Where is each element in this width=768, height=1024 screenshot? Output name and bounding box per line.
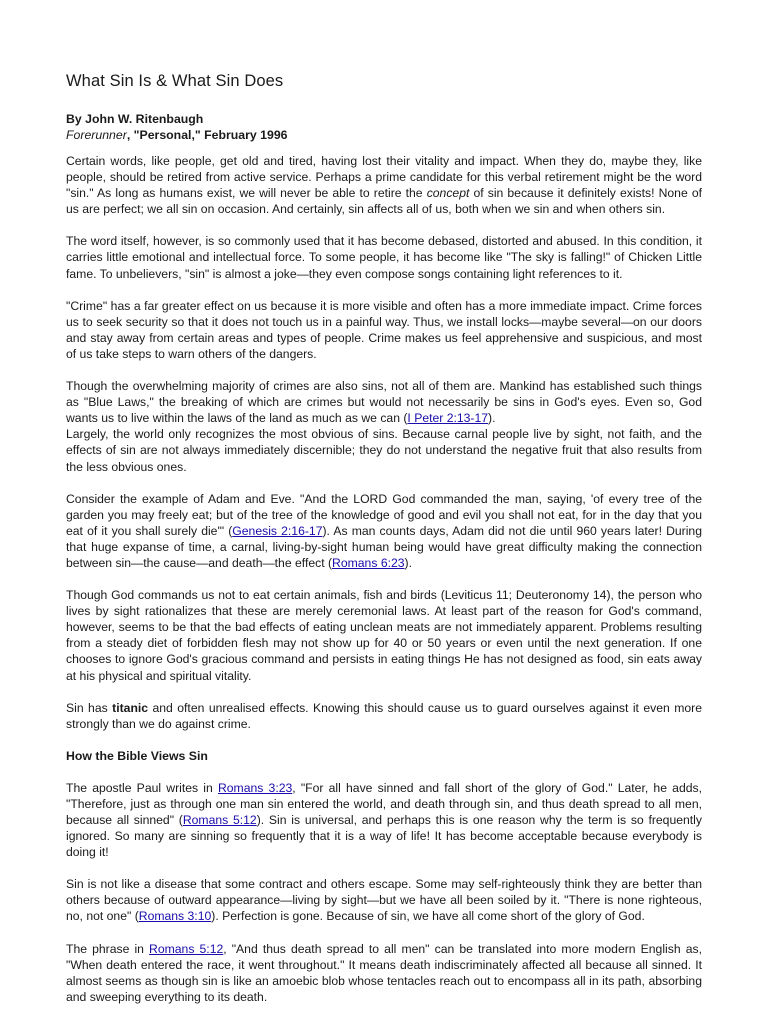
text-run: ). Sin is universal, and perhaps this is one reason why the term is so frequently ignored. So many are sinning so frequently that it is a way of life! It has become acceptable because everybody is doing it! [66,813,702,860]
scripture-link[interactable]: Romans 6:23 [332,555,405,570]
paragraph-7: Though God commands us not to eat certain animals, fish and birds (Leviticus 11; Deuteronomy 14), the person who lives by sight rationalizes that these are merely ceremonial laws. At least part of the reason for God's command, however, seems to be that the bad effects of eating unclean meats are not immediately apparent. Problems resulting from a steady diet of forbidden flesh may not show up for 40 or 50 years or even until the next generation. If one chooses to ignore God's gracious command and persists in eating things He has not designed as food, sin eats away at his physical and spiritual vitality. [66,588,702,683]
text-run: ). Perfection is gone. Because of sin, we have all come short of the glory of God. [211,909,645,924]
paragraph-3: "Crime" has a far greater effect on us because it is more visible and often has a more immediate impact. Crime forces us to seek security so that it does not touch us in a painful way. Thus, we install locks—maybe several—on our doors and stay away from certain areas and types of people. Crime makes us feel apprehensive and suspicious, and most of us take steps to warn others of the dangers. [66,298,702,361]
text-run: , "And thus death spread to all men" can be translated into more modern English as, "When death entered the race, it went throughout." It means death indiscriminately affected all because all sinned. It almost seems as though sin is like an amoebic blob whose tentacles reach out to encompass all in its path, absorbing and sweeping everything to its death. [66,941,702,1004]
scripture-link[interactable]: Romans 5:12 [182,813,257,827]
source-details: , "Personal," February 1996 [126,128,288,142]
paragraph-2: The word itself, however, is so commonly used that it has become debased, distorted and abused. In this condition, it carries little emotional and intellectual force. To some people, it has become like "The sky is falling!" of Chicken Little fame. To unbelievers, "sin" is almost a joke—they even compose songs containing light references to it. [66,234,702,281]
text-run: ). As man counts days, Adam did not die until 960 years later! During that huge expanse of time, a carnal, living-by-sight human being would have great difficulty making the connection between sin—the cause—and death—the effect ( [66,523,702,570]
article-title: What Sin Is & What Sin Does [66,72,284,90]
paragraph-11 [66,941,702,1005]
text-run: Sin is not like a disease that some contract and others escape. Some may self-righteously think they are better than others because of outward appearance—living by sight—but we have all been soiled by it. "There is none righteous, no, not one" ( [66,877,702,924]
paragraph-10 [66,876,702,924]
scripture-link[interactable]: Genesis 2:16-17 [232,523,323,538]
text-run: , "For all have sinned and fall short of the glory of God." Later, he adds, "Therefore, just as through one man sin entered the world, and death through sin, and thus death spread to all men, because all sinned" ( [66,780,702,827]
bold-text: titanic [112,700,149,715]
emphasis-text: concept [426,186,470,201]
paragraph-9 [66,780,702,860]
text-run: Consider the example of Adam and Eve. "And the LORD God commanded the man, saying, 'of every tree of the garden you may freely eat; but of the tree of the knowledge of good and evil you shall not eat, for in the day that you eat of it you shall surely die'" ( [66,491,702,538]
paragraph-8 [66,700,702,732]
scripture-link[interactable]: Romans 5:12 [149,941,224,956]
paragraph-1 [66,153,702,217]
text-run: Certain words, like people, get old and tired, having lost their vitality and impact. When they do, maybe they, like people, should be retired from active service. Perhaps a prime candidate for this verbal retirement might be the word "sin." As long as humans exist, we will never be able to retire the [66,154,702,201]
paragraph-5: Largely, the world only recognizes the most obvious of sins. Because carnal people live by sight, not faith, and the effects of sin are not always immediately discernible; they do not understand the negative fruit that also results from the less obvious ones. [66,427,702,474]
scripture-link[interactable]: Romans 3:23 [217,780,293,795]
text-run: The phrase in [66,941,150,956]
text-run: Sin has [66,700,113,715]
source-line [66,127,702,143]
publication-name: Forerunner [66,128,127,142]
text-run: of sin because it definitely exists! None of us are perfect; we all sin on occasion. And certainly, sin affects all of us, both when we sin and when others sin. [66,186,702,217]
text-run: Though the overwhelming majority of crimes are also sins, not all of them are. Mankind has established such things as "Blue Laws," the breaking of which are crimes but would not necessarily be sins in God's eyes. Even so, God wants us to live within the laws of the land as much as we can ( [66,379,702,426]
paragraph-4 [66,378,702,426]
scripture-link[interactable]: I Peter 2:13-17 [407,411,489,426]
text-run: and often unrealised effects. Knowing this should cause us to guard ourselves against it even more strongly than we do against crime. [66,700,702,731]
scripture-link[interactable]: Romans 3:10 [138,909,212,924]
paragraph-6 [66,491,702,571]
text-run: ). [404,555,412,570]
section-heading: How the Bible Views Sin [66,748,208,763]
article-body [66,72,702,1021]
text-run: ). [488,411,496,426]
text-run: The apostle Paul writes in [66,780,218,795]
author-byline: By John W. Ritenbaugh [66,112,204,126]
